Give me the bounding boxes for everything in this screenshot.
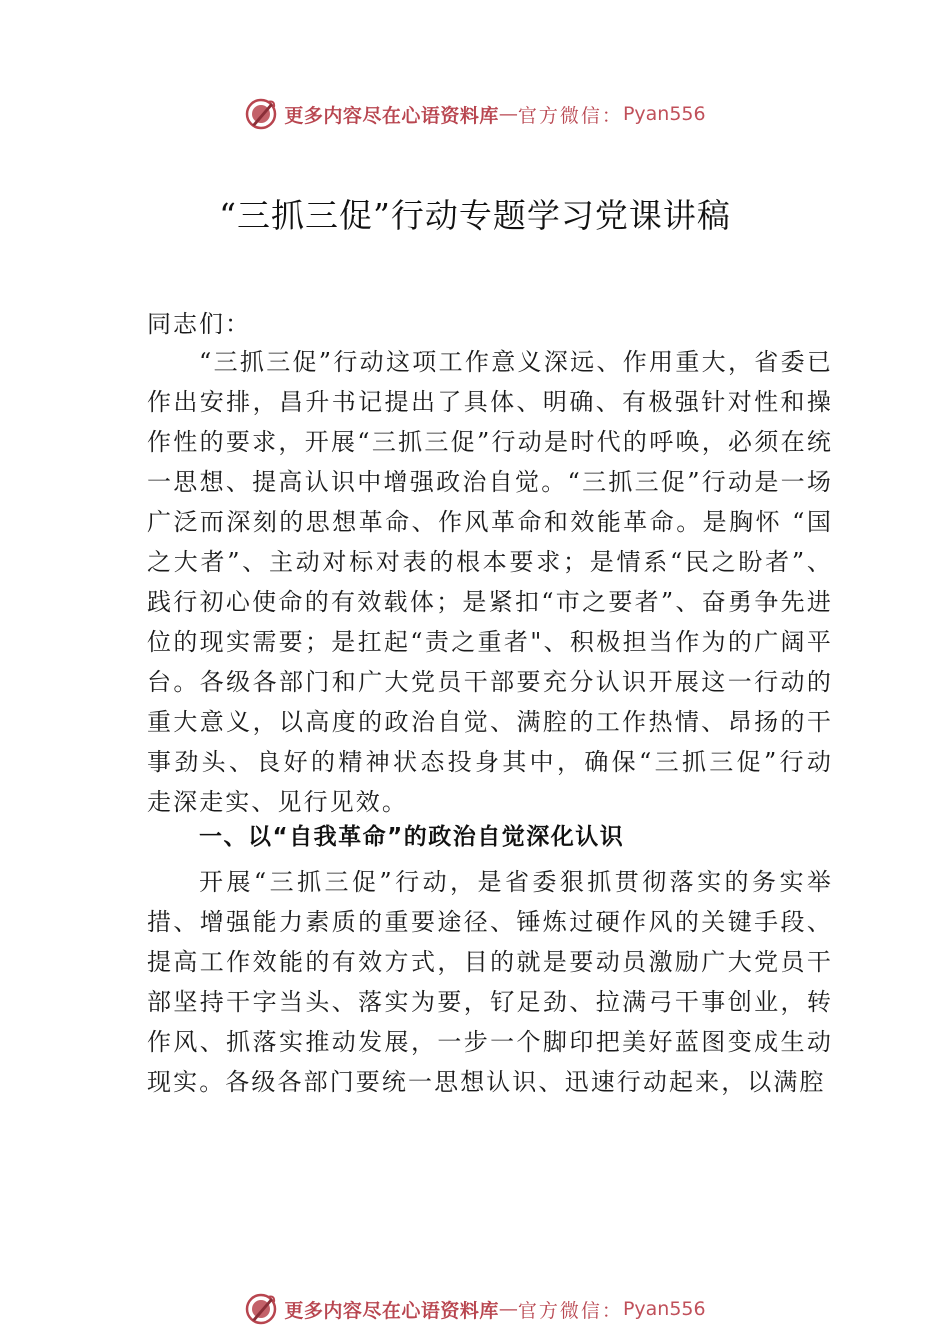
footer-watermark xyxy=(0,1289,950,1329)
watermark-main-text: 更多内容尽在心语资料库 xyxy=(284,104,499,127)
salutation: 同志们： xyxy=(147,310,251,338)
watermark-main-text: 更多内容尽在心语资料库 xyxy=(284,1299,499,1322)
body-paragraph-2: 开展“三抓三促”行动，是省委狠抓贯彻落实的务实举措、增强能力素质的重要途径、锤炼过硬作风的关键手段、 提高工作效能的有效方式，目的就是要动员激励广大党员干部坚持干字当头、落实为要，钌足劲、拉满弓干事创业，转作风、抓落实推动发展，一步一个脚印把美好蓝图变成生动现实。各级各部门要统一思想认识、迅速行动起来，以满腔 xyxy=(147,868,833,1096)
body-paragraph-1: “三抓三促”行动这项工作意义深远、作用重大，省委已作出安排，昌升书记提出了具体、明确、有极强针对性和操作性的要求，开展“三抓三促”行动是时代的呼唤，必须在统一思想、提高认识中增强政治自觉。“三抓三促”行动是一场广泛而深刻的思想革命、作风革命和效能革命。是胸怀 “国之大者”、主动对标对表的根本要求；是情系“民之盼者”、践行初心使命的有效载体；是紧扣“市之要者”、奋勇争先进 位的现实需要；是扛起“责之重者"、积极担当作为的广阔平 台。各级各部门和广大党员干部要充分认识开展这一行动的 重大意义，以高度的政治自觉、满腔的工作热情、昂扬的干 事劲头、良好的精神状态投身其中，确保“三抓三促”行动 走深走实、见行见效。 xyxy=(147,348,833,816)
watermark-wechat-id: Pyan556 xyxy=(622,1298,706,1320)
quill-seal-icon xyxy=(244,97,278,131)
watermark-dash: — xyxy=(498,1298,518,1320)
watermark-wechat-id: Pyan556 xyxy=(622,103,706,125)
watermark-wechat-label: 官方微信： xyxy=(517,104,623,127)
section-heading-1: 一、以“自我革命”的政治自觉深化认识 xyxy=(199,824,625,850)
quill-seal-icon xyxy=(244,1292,278,1326)
watermark-dash: — xyxy=(498,103,518,125)
header-watermark xyxy=(0,94,950,134)
document-title: “三抓三促”行动专题学习党课讲稿 xyxy=(219,196,731,235)
watermark-wechat-label: 官方微信： xyxy=(517,1299,623,1322)
